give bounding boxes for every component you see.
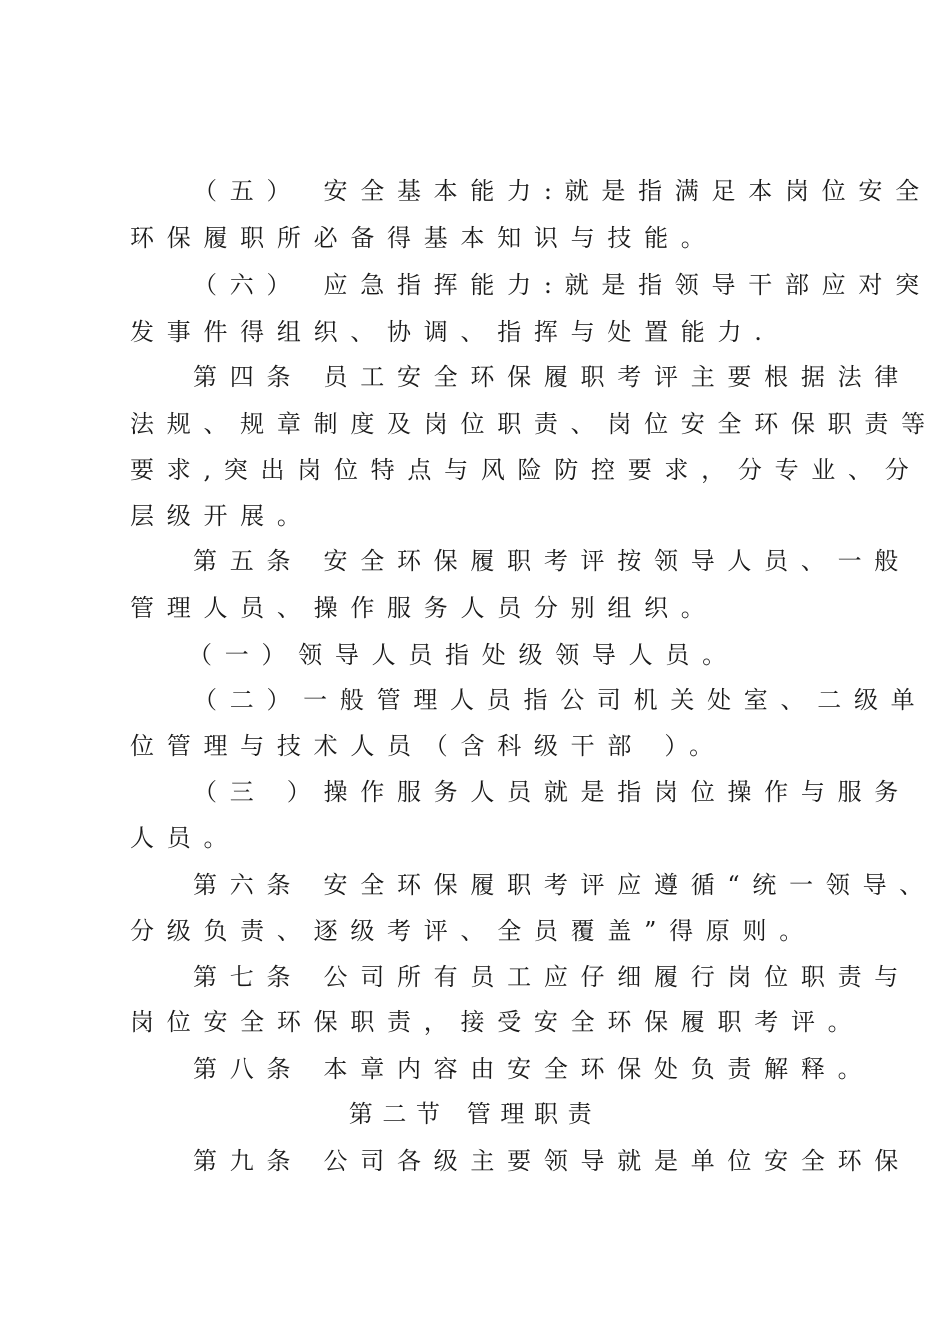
paragraph-line: （六） 应急指挥能力:就是指领导干部应对突: [193, 271, 932, 299]
paragraph-line: （二）一般管理人员指公司机关处室、二级单: [193, 686, 928, 714]
article-5-line: 第五条 安全环保履职考评按领导人员、一般: [193, 547, 912, 575]
paragraph-line: 环保履职所必备得基本知识与技能。: [130, 224, 718, 252]
paragraph-line: 人员。: [130, 824, 241, 852]
paragraph-line: 岗位安全环保职责，接受安全环保履职考评。: [130, 1008, 865, 1036]
paragraph-line: 要求,突出岗位特点与风险防控要求，分专业、分: [130, 456, 922, 484]
article-7-line: 第七条 公司所有员工应仔细履行岗位职责与: [193, 963, 912, 991]
paragraph-line: 分级负责、逐级考评、全员覆盖”得原则。: [130, 917, 816, 945]
section-heading: 第二节 管理职责: [348, 1100, 602, 1128]
paragraph-line: 发事件得组织、协调、指挥与处置能力.: [130, 318, 775, 346]
paragraph-line: 层级开展。: [130, 502, 314, 530]
article-6-line: 第六条 安全环保履职考评应遵循“统一领导、: [193, 871, 937, 899]
paragraph-line: 管理人员、操作服务人员分别组织。: [130, 594, 718, 622]
paragraph-line: （五） 安全基本能力:就是指满足本岗位安全: [193, 177, 932, 205]
paragraph-line: 法规、规章制度及岗位职责、岗位安全环保职责等: [130, 410, 938, 438]
article-8-line: 第八条 本章内容由安全环保处负责解释。: [193, 1055, 875, 1083]
article-4-line: 第四条 员工安全环保履职考评主要根据法律: [193, 363, 912, 391]
paragraph-line: （一）领导人员指处级领导人员。: [188, 641, 739, 669]
article-9-line: 第九条 公司各级主要领导就是单位安全环保: [193, 1147, 912, 1175]
paragraph-line: 位管理与技术人员（含科级干部 ）。: [130, 732, 726, 760]
paragraph-line: （三 ）操作服务人员就是指岗位操作与服务: [193, 778, 912, 806]
